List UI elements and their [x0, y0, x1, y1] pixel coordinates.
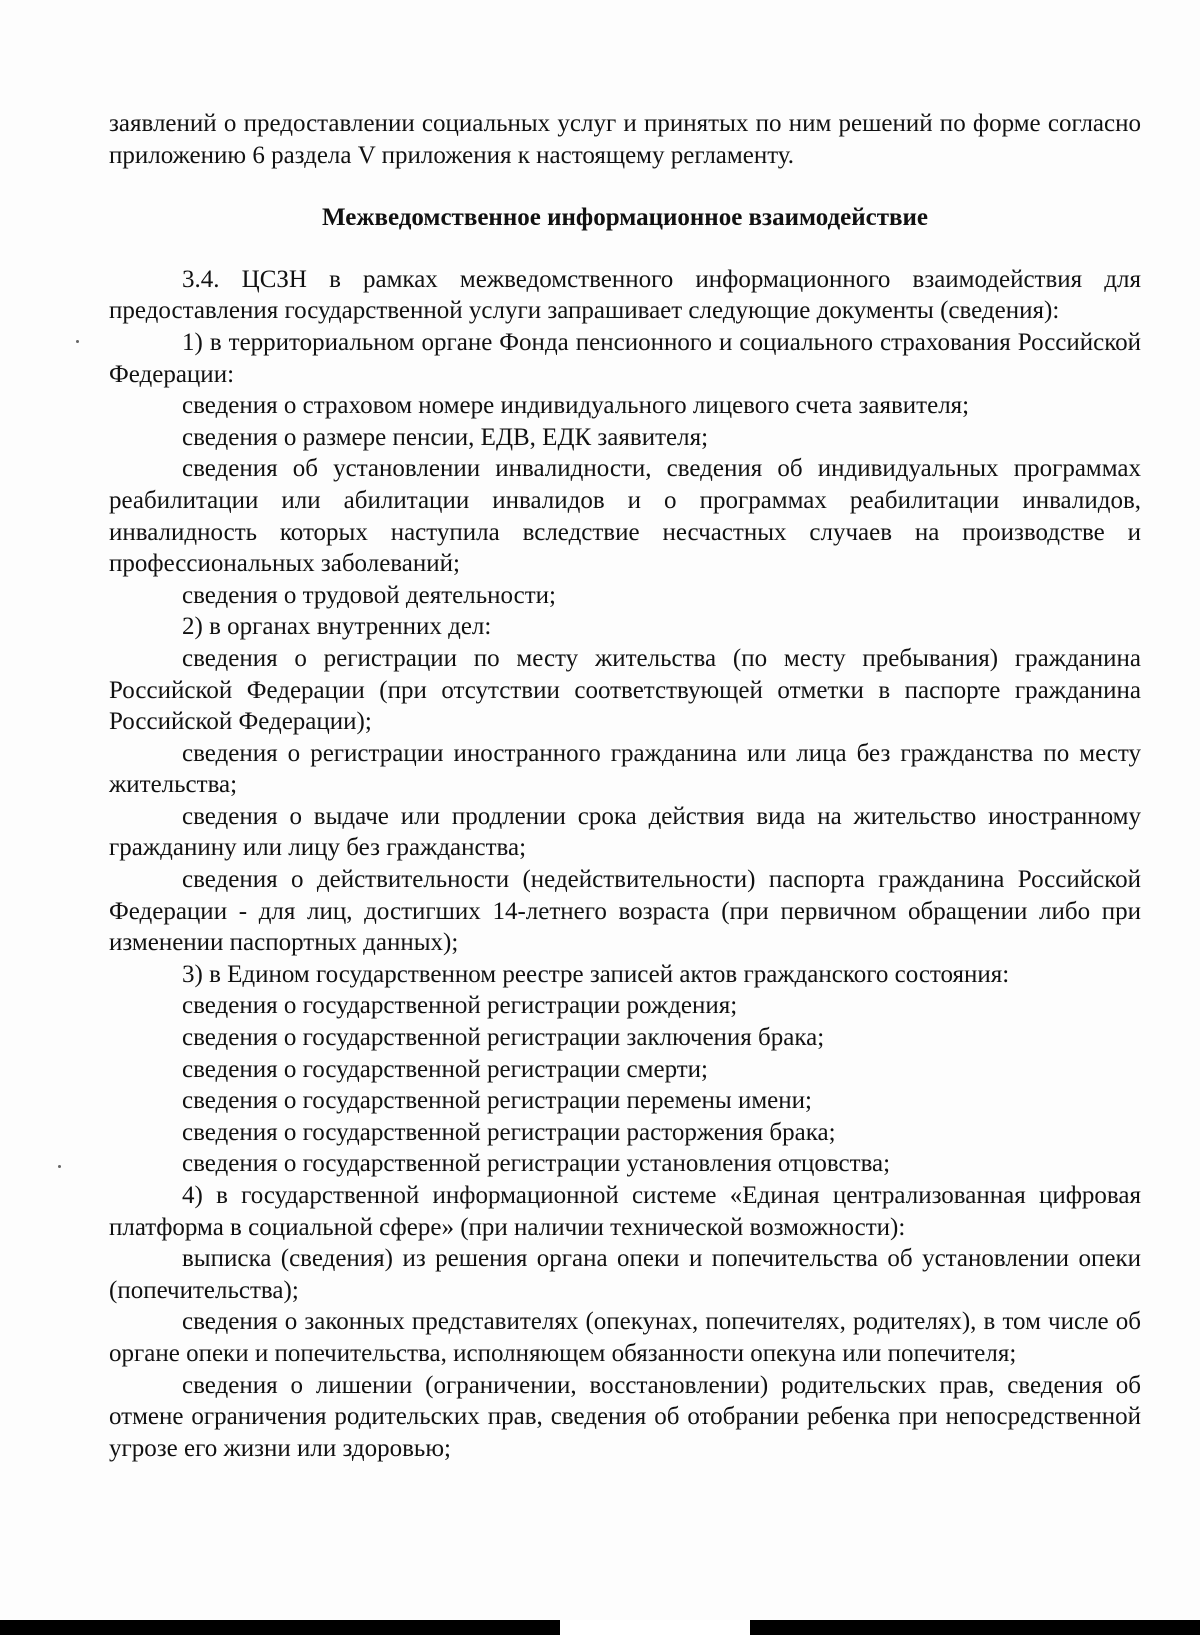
scan-edge-gap — [560, 1620, 750, 1635]
sub-item: сведения о законных представителях (опекунах, попечителях, родителях), в том числе об органе опеки и попечительства, исполняющем обязанности опекуна или попечителя; — [109, 1308, 1141, 1367]
sub-item: сведения о государственной регистрации смерти; — [182, 1055, 708, 1083]
sub-item: сведения о лишении (ограничении, восстановлении) родительских прав, сведения об отмене ограничения родительских прав, сведения об отобрании ребенка при непосредственной угрозе его жизни или здоровью; — [109, 1371, 1141, 1462]
sub-item: сведения о государственной регистрации установления отцовства; — [182, 1150, 891, 1178]
sub-item: сведения о страховом номере индивидуального лицевого счета заявителя; — [182, 392, 970, 420]
list-item-1: 1) в территориальном органе Фонда пенсионного и социального страхования Российской Федерации: — [109, 328, 1141, 388]
section-heading: Межведомственное информационное взаимодействие — [322, 204, 928, 232]
paragraph-3-4: 3.4. ЦСЗН в рамках межведомственного информационного взаимодействия для предоставления государственной услуги запрашивает следующие документы (сведения): — [109, 265, 1141, 325]
sub-item: сведения о регистрации по месту жительства (по месту пребывания) гражданина Российской Федерации (при отсутствии соответствующей отметки в паспорте гражданина Российской Федерации); — [109, 644, 1141, 736]
sub-item: сведения о государственной регистрации расторжения брака; — [182, 1118, 836, 1146]
scan-speck — [76, 340, 79, 343]
sub-item: выписка (сведения) из решения органа опеки и попечительства об установлении опеки (попечительства); — [109, 1245, 1141, 1304]
sub-item: сведения о регистрации иностранного гражданина или лица без гражданства по месту жительства; — [109, 739, 1141, 799]
sub-item: сведения об установлении инвалидности, сведения об индивидуальных программах реабилитации или абилитации инвалидов и о программах реабилитации инвалидов, инвалидность которых наступила вследствие несчастных случаев на производстве и профессиональных заболеваний; — [109, 455, 1141, 578]
sub-item: сведения о трудовой деятельности; — [182, 581, 556, 609]
list-item-4: 4) в государственной информационной системе «Единая централизованная цифровая платформа в социальной сфере» (при наличии технической возможности): — [109, 1182, 1141, 1241]
sub-item: сведения о действительности (недействительности) паспорта гражданина Российской Федерации - для лиц, достигших 14-летнего возраста (при первичном обращении либо при изменении паспортных данных); — [109, 866, 1141, 957]
paragraph-continuation: заявлений о предоставлении социальных услуг и принятых по ним решений по форме согласно приложению 6 раздела V приложения к настоящему регламенту. — [109, 110, 1141, 169]
sub-item: сведения о размере пенсии, ЕДВ, ЕДК заявителя; — [182, 423, 709, 451]
sub-item: сведения о государственной регистрации перемены имени; — [182, 1087, 812, 1115]
sub-item: сведения о государственной регистрации заключения брака; — [182, 1024, 825, 1052]
list-item-2: 2) в органах внутренних дел: — [182, 613, 492, 641]
document-body — [109, 108, 1141, 1464]
scan-speck — [58, 1165, 61, 1168]
list-item-3: 3) в Едином государственном реестре записей актов гражданского состояния: — [182, 960, 1010, 988]
sub-item: сведения о выдаче или продлении срока действия вида на жительство иностранному гражданину или лицу без гражданства; — [109, 802, 1141, 862]
sub-item: сведения о государственной регистрации рождения; — [182, 992, 738, 1020]
